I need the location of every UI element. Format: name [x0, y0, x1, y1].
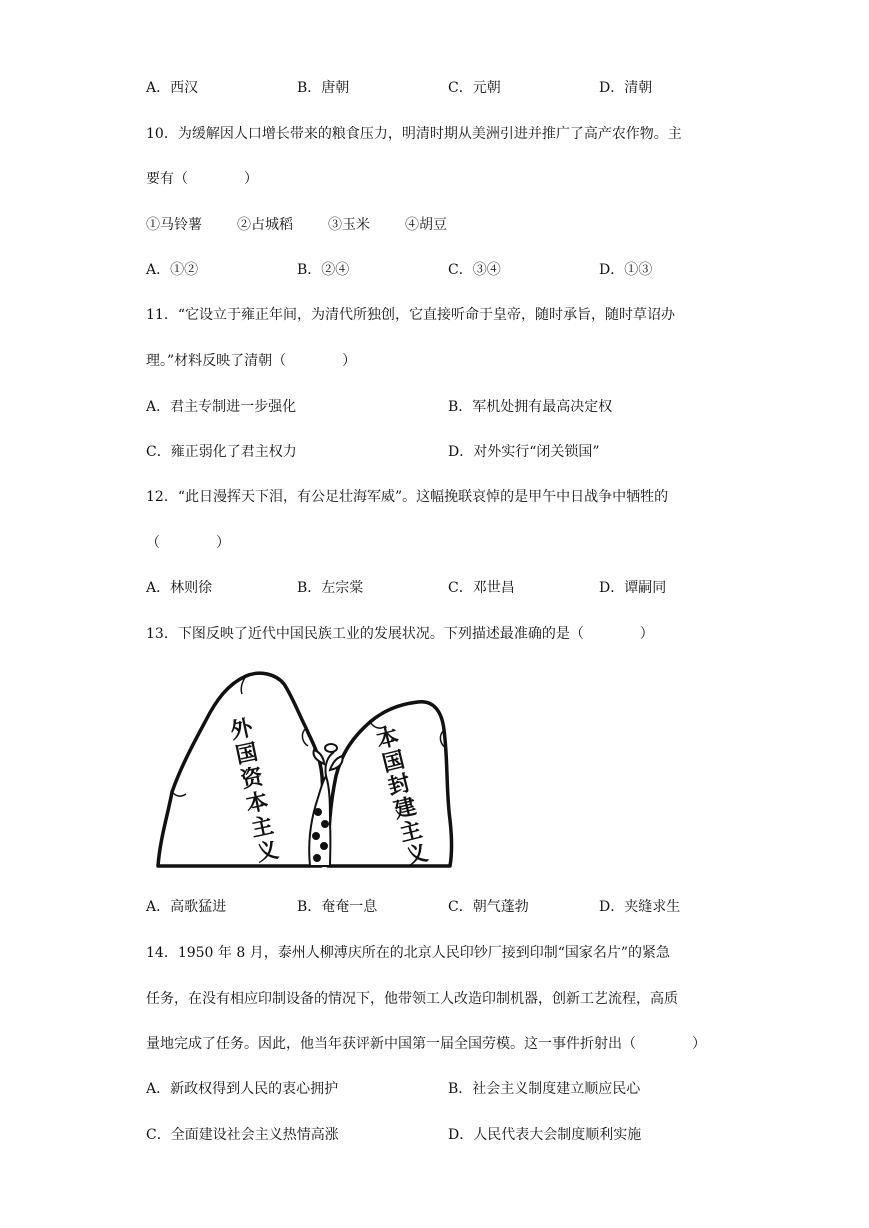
q10-stem-line2: 要有（ ）	[146, 171, 258, 187]
right-rock-char: 主	[397, 816, 425, 847]
q13-option-b: B．奄奄一息	[297, 899, 378, 915]
q12-stem-line1: 12．“此日漫挥天下泪，有公足壮海军威”。这幅挽联哀悼的是甲午中日战争中牺牲的	[146, 489, 669, 505]
left-rock-char: 主	[248, 812, 276, 842]
q10-item-1: ①马铃薯	[146, 217, 202, 233]
q9-option-c: C．元朝	[448, 80, 501, 96]
q13-option-c: C．朝气蓬勃	[448, 899, 529, 915]
q10-option-d: D．①③	[599, 262, 653, 278]
q10-option-c: C．③④	[448, 262, 501, 278]
left-rock-char: 本	[243, 787, 271, 817]
q11-stem-line2: 理。”材料反映了清朝（ ）	[146, 353, 357, 369]
q12-option-c: C．邓世昌	[448, 580, 515, 596]
q14-option-a: A．新政权得到人民的衷心拥护	[146, 1081, 339, 1097]
q14-option-c: C．全面建设社会主义热情高涨	[146, 1127, 339, 1143]
q14-option-b: B．社会主义制度建立顺应民心	[448, 1081, 641, 1097]
q14-stem-line1: 14．1950 年 8 月，泰州人柳溥庆所在的北京人民印钞厂接到印制“国家名片”的紧急	[146, 945, 671, 961]
q9-option-b: B．唐朝	[297, 80, 350, 96]
q12-option-b: B．左宗棠	[297, 580, 364, 596]
q14-stem-line3: 量地完成了任务。因此，他当年获评新中国第一届全国劳模。这一事件折射出（ ）	[146, 1036, 706, 1052]
q9-option-a: A．西汉	[146, 80, 199, 96]
q14-option-d: D．人民代表大会制度顺利实施	[448, 1127, 642, 1143]
q11-option-a: A．君主专制进一步强化	[146, 399, 297, 415]
right-rock-char: 国	[379, 746, 408, 777]
q11-option-c: C．雍正弱化了君主权力	[146, 444, 297, 460]
q10-item-4: ④胡豆	[405, 217, 447, 233]
q9-option-d: D．清朝	[599, 80, 653, 96]
right-rock-char: 本	[373, 723, 402, 753]
q10-item-3: ③玉米	[328, 217, 370, 233]
q11-option-d: D．对外实行“闭关锁国”	[448, 444, 600, 460]
q10-stem-line1: 10．为缓解因人口增长带来的粮食压力，明清时期从美洲引进并推广了高产农作物。主	[146, 126, 682, 142]
q13-stem: 13．下图反映了近代中国民族工业的发展状况。下列描述最准确的是（ ）	[146, 626, 654, 642]
q13-option-a: A．高歌猛进	[146, 899, 227, 915]
q13-cartoon-figure	[150, 664, 455, 874]
left-rock-char: 国	[233, 739, 260, 769]
q10-item-2: ②占城稻	[237, 217, 293, 233]
left-rock-char: 资	[238, 763, 266, 793]
q10-option-b: B．②④	[297, 262, 350, 278]
left-rock-char: 外	[228, 714, 255, 744]
q10-option-a: A．①②	[146, 262, 199, 278]
q11-stem-line1: 11．“它设立于雍正年间，为清代所独创，它直接听命于皇帝，随时承旨，随时草诏办	[146, 307, 675, 323]
q14-stem-line2: 任务，在没有相应印制设备的情况下，他带领工人改造印制机器，创新工艺流程，高质	[146, 991, 678, 1007]
q11-option-b: B．军机处拥有最高决定权	[448, 399, 613, 415]
right-rock-char: 封	[385, 769, 413, 800]
q12-stem-line2: （ ）	[146, 535, 230, 551]
right-rock-char: 义	[402, 839, 431, 870]
left-rock-char: 义	[254, 836, 281, 866]
right-rock-char: 建	[391, 793, 419, 823]
cartoon-svg	[150, 664, 455, 874]
q12-option-a: A．林则徐	[146, 580, 213, 596]
q13-option-d: D．夹缝求生	[599, 899, 681, 915]
q12-option-d: D．谭嗣同	[599, 580, 667, 596]
